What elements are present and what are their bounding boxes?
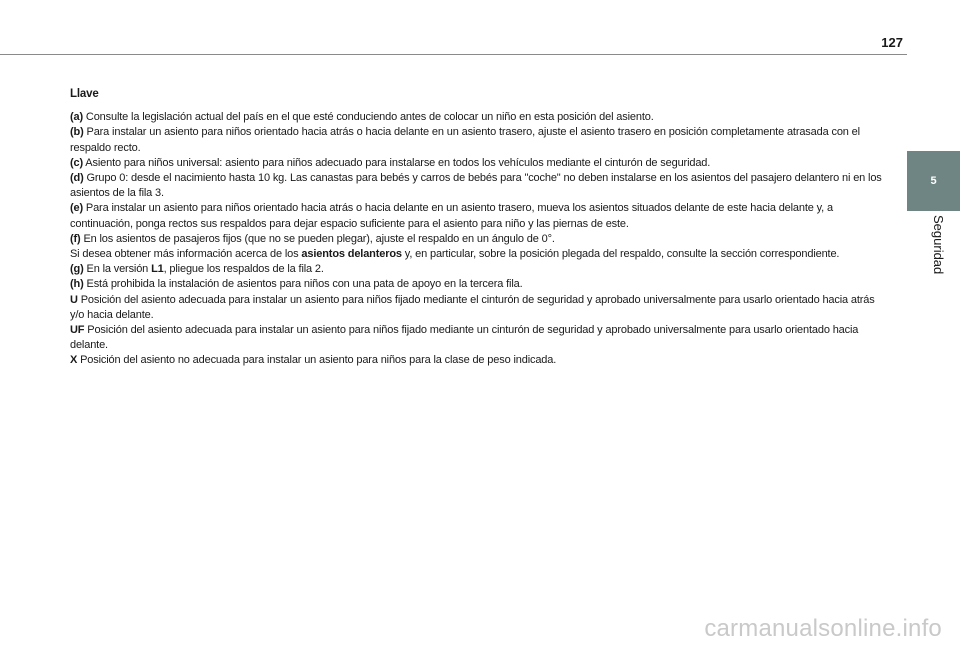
note-key: (a) (70, 111, 83, 124)
note-item (70, 156, 890, 171)
front-seats-note (70, 247, 890, 262)
note-text: En los asientos de pasajeros fijos (que no se pueden plegar), ajuste el respaldo en un ángulo de 0°. (80, 232, 555, 245)
note-text: Asiento para niños universal: asiento para niños adecuado para instalarse en todos los vehículos mediante el cinturón de seguridad. (83, 156, 711, 169)
note-item (70, 262, 890, 277)
legend-key: X (70, 354, 78, 367)
note-item (70, 110, 890, 125)
note-item (70, 171, 890, 201)
note-key: (b) (70, 126, 84, 139)
note-item (70, 125, 890, 155)
note-key: (f) (70, 232, 81, 245)
note-key: (c) (70, 156, 83, 169)
note-text: Consulte la legislación actual del país en el que esté conduciendo antes de colocar un niño en esta posición del asiento. (83, 111, 654, 124)
note-text: En la versión (83, 263, 152, 276)
note-key: (e) (70, 202, 83, 215)
note-text: , pliegue los respaldos de la fila 2. (163, 263, 324, 276)
section-tab[interactable] (907, 151, 960, 211)
front-seats-link: asientos delanteros (301, 248, 402, 261)
legend-key: UF (70, 324, 85, 337)
legend-text: Posición del asiento no adecuada para instalar un asiento para niños para la clase de peso indicada. (77, 354, 557, 367)
page-number: 127 (881, 35, 903, 50)
section-heading: Llave (70, 88, 99, 100)
note-item (70, 277, 890, 292)
legend-item (70, 323, 890, 353)
note-key: (d) (70, 172, 84, 185)
note-key: (h) (70, 278, 84, 291)
legend-item (70, 353, 890, 368)
legend-key: U (70, 293, 78, 306)
note-text: Para instalar un asiento para niños orientado hacia atrás o hacia delante en un asiento trasero, ajuste el asiento trasero en posición completamente atrasada con el respaldo recto. (70, 126, 860, 154)
version-label: L1 (151, 263, 164, 276)
note-text: Grupo 0: desde el nacimiento hasta 10 kg. Las canastas para bebés y carros de bebés para "coche" no deben instalarse en los asientos del pasajero delantero ni en los asientos de la fila 3. (70, 172, 882, 200)
note-item (70, 201, 890, 231)
key-notes (70, 87, 890, 369)
legend-text: Posición del asiento adecuada para instalar un asiento para niños fijado mediante el cinturón de seguridad y aprobado universalmente para usarlo orientado hacia atrás y/o hacia delante. (70, 293, 875, 321)
watermark: carmanualsonline.info (704, 615, 942, 642)
section-tab-number: 5 (930, 175, 937, 187)
legend-item (70, 293, 890, 323)
header-divider (0, 54, 907, 55)
note-text: Para instalar un asiento para niños orientado hacia atrás o hacia delante en un asiento trasero, mueva los asientos situados delante de este hacia delante y, a continuación, ponga rectos sus respaldos para dejar espacio suficiente para el asiento para niño y las piernas de este. (70, 202, 833, 230)
note-key: (g) (70, 263, 84, 276)
note-text: Está prohibida la instalación de asientos para niños con una pata de apoyo en la tercera fila. (83, 278, 523, 291)
note-item (70, 232, 890, 247)
note-text: y, en particular, sobre la posición plegada del respaldo, consulte la sección correspondiente. (401, 248, 840, 261)
legend-text: Posición del asiento adecuada para instalar un asiento para niños fijado mediante un cinturón de seguridad y aprobado universalmente para usarlo orientado hacia delante. (70, 324, 859, 352)
section-label: Seguridad (931, 215, 946, 275)
note-text: Si desea obtener más información acerca de los (70, 248, 302, 261)
